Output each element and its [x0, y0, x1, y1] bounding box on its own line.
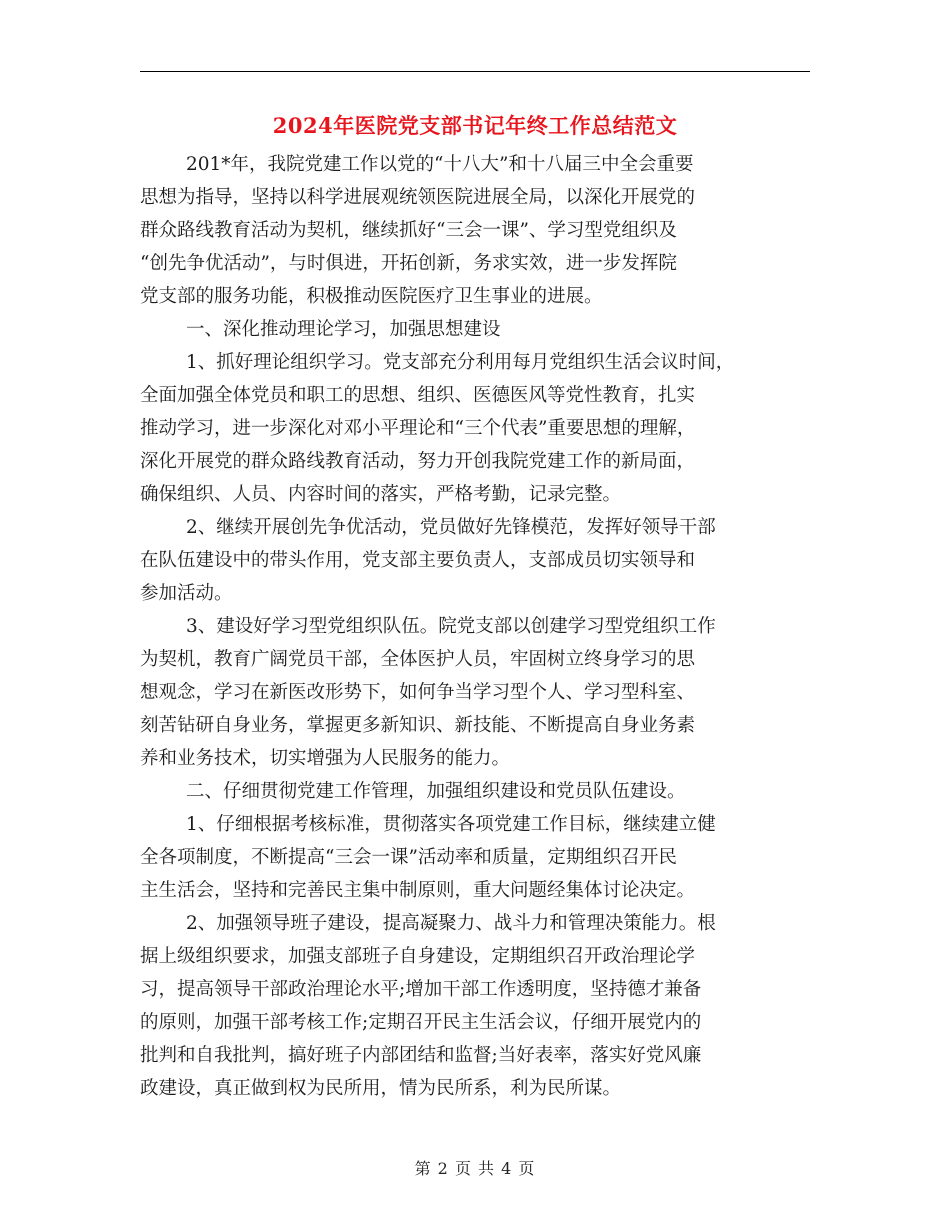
page-number: 第 2 页 共 4 页	[414, 1159, 536, 1178]
paragraph-line: 推动学习，进一步深化对邓小平理论和“三个代表”重要思想的理解，	[140, 418, 696, 439]
paragraph-line: 群众路线教育活动为契机，继续抓好“三会一课”、学习型党组织及	[140, 220, 677, 241]
paragraph-line: 参加活动。	[140, 583, 233, 604]
paragraph-line: 刻苦钻研自身业务，掌握更多新知识、新技能、不断提高自身业务素	[140, 715, 696, 736]
paragraph-line: 1、仔细根据考核标准，贯彻落实各项党建工作目标，继续建立健	[186, 814, 716, 835]
paragraph-line: 党支部的服务功能，积极推动医院医疗卫生事业的进展。	[140, 286, 603, 307]
paragraph-line: 确保组织、人员、内容时间的落实，严格考勤，记录完整。	[140, 484, 622, 505]
paragraph-line: “创先争优活动”，与时俱进，开拓创新，务求实效，进一步发挥院	[140, 253, 677, 274]
paragraph-line: 1、抓好理论组织学习。党支部充分利用每月党组织生活会议时间，	[186, 352, 735, 373]
paragraph-line: 养和业务技术，切实增强为人民服务的能力。	[140, 748, 511, 769]
paragraph-line: 政建设，真正做到权为民所用，情为民所系，利为民所谋。	[140, 1078, 622, 1099]
paragraph-line: 2、继续开展创先争优活动，党员做好先锋模范，发挥好领导干部	[186, 517, 716, 538]
section-heading: 二、仔细贯彻党建工作管理，加强组织建设和党员队伍建设。	[186, 781, 686, 802]
paragraph-line: 全各项制度，不断提高“三会一课”活动率和质量，定期组织召开民	[140, 847, 677, 868]
header-rule	[140, 71, 810, 72]
paragraph-line: 想观念，学习在新医改形势下，如何争当学习型个人、学习型科室、	[140, 682, 696, 703]
paragraph-line: 201*年，我院党建工作以党的“十八大”和十八届三中全会重要	[186, 154, 694, 175]
paragraph-line: 2、加强领导班子建设，提高凝聚力、战斗力和管理决策能力。根	[186, 913, 716, 934]
paragraph-line: 全面加强全体党员和职工的思想、组织、医德医风等党性教育，扎实	[140, 385, 696, 406]
document-title: 2024年医院党支部书记年终工作总结范文	[272, 113, 678, 138]
section-heading: 一、深化推动理论学习，加强思想建设	[186, 319, 501, 340]
paragraph-line: 批判和自我批判，搞好班子内部团结和监督;当好表率，落实好党风廉	[140, 1045, 702, 1066]
paragraph-line: 为契机，教育广阔党员干部，全体医护人员，牢固树立终身学习的思	[140, 649, 696, 670]
paragraph-line: 据上级组织要求，加强支部班子自身建设，定期组织召开政治理论学	[140, 946, 696, 967]
paragraph-line: 思想为指导，坚持以科学进展观统领医院进展全局，以深化开展党的	[140, 187, 696, 208]
paragraph-line: 深化开展党的群众路线教育活动，努力开创我院党建工作的新局面，	[140, 451, 696, 472]
paragraph-line: 的原则，加强干部考核工作;定期召开民主生活会议，仔细开展党内的	[140, 1012, 702, 1033]
paragraph-line: 3、建设好学习型党组织队伍。院党支部以创建学习型党组织工作	[186, 616, 716, 637]
paragraph-line: 在队伍建设中的带头作用，党支部主要负责人，支部成员切实领导和	[140, 550, 696, 571]
paragraph-line: 主生活会，坚持和完善民主集中制原则，重大问题经集体讨论决定。	[140, 880, 696, 901]
paragraph-line: 习，提高领导干部政治理论水平;增加干部工作透明度，坚持德才兼备	[140, 979, 702, 1000]
